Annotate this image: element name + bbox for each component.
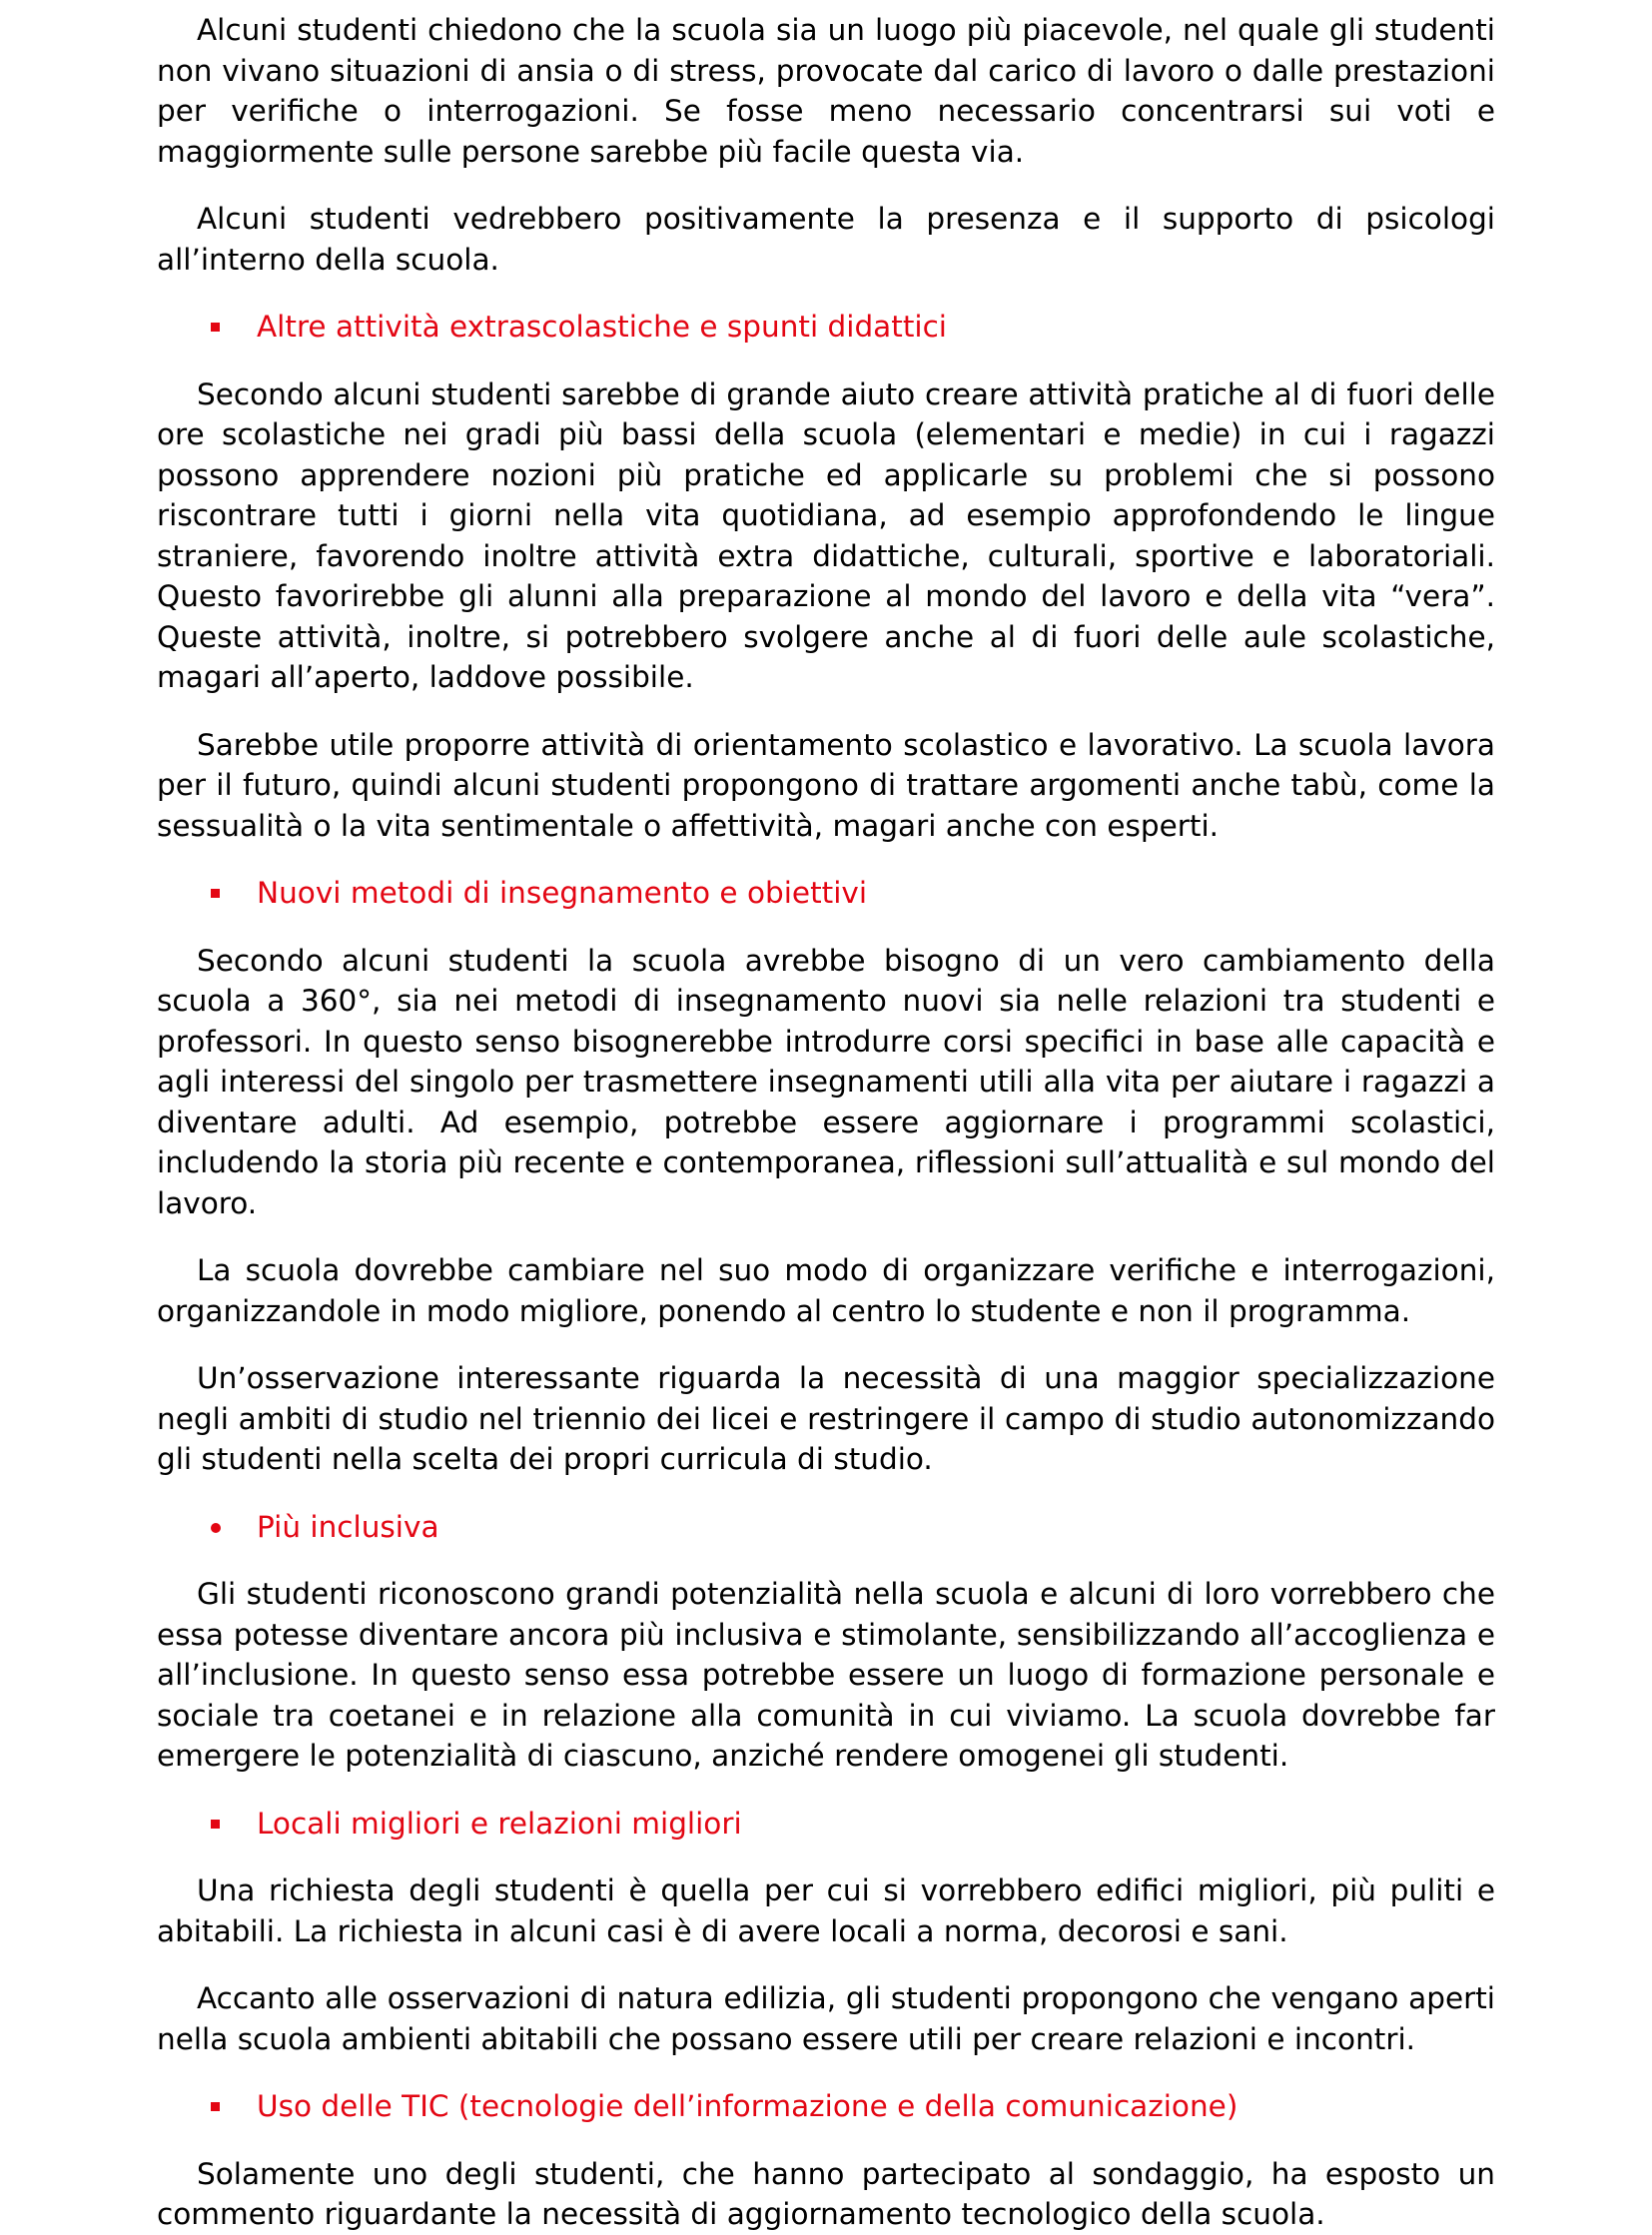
intro-paragraph-2: Alcuni studenti vedrebbero positivamente la presenza e il supporto di psicologi all’interno della scuola. <box>157 202 1495 277</box>
square-bullet-icon <box>211 873 241 913</box>
section-heading-ict <box>157 2086 1495 2127</box>
section-heading-text: Uso delle TIC (tecnologie dell’informazione e della comunicazione) <box>257 2089 1239 2123</box>
section-heading-facilities <box>157 1804 1495 1845</box>
section-heading-inclusive <box>157 1507 1495 1548</box>
document-body <box>157 10 1495 2235</box>
section-5-paragraph-1: Solamente uno degli studenti, che hanno partecipato al sondaggio, ha esposto un commento riguardante la necessità di aggiornamento tecnologico della scuola. <box>157 2156 1495 2231</box>
section-2-paragraph-1: Secondo alcuni studenti la scuola avrebbe bisogno di un vero cambiamento della scuola a 360°, sia nei metodi di insegnamento nuovi sia nelle relazioni tra studenti e professori. In questo senso bisognerebbe introdurre corsi specifici in base alle capacità e agli interessi del singolo per trasmettere insegnamenti utili alla vita per aiutare i ragazzi a diventare adulti. Ad esempio, potrebbe essere aggiornare i programmi scolastici, includendo la storia più recente e contemporanea, riflessioni sull’attualità e sul mondo del lavoro. <box>157 943 1495 1220</box>
section-4-paragraph-2: Accanto alle osservazioni di natura edilizia, gli studenti propongono che vengano aperti nella scuola ambienti abitabili che possano essere utili per creare relazioni e incontri. <box>157 1981 1495 2056</box>
section-2-paragraph-2: La scuola dovrebbe cambiare nel suo modo di organizzare verifiche e interrogazioni, organizzandole in modo migliore, ponendo al centro lo studente e non il programma. <box>157 1253 1495 1328</box>
section-heading-text: Locali migliori e relazioni migliori <box>257 1806 742 1841</box>
section-4-paragraph-1: Una richiesta degli studenti è quella per cui si vorrebbero edifici migliori, più puliti e abitabili. La richiesta in alcuni casi è di avere locali a norma, decorosi e sani. <box>157 1873 1495 1948</box>
section-1-paragraph-1: Secondo alcuni studenti sarebbe di grande aiuto creare attività pratiche al di fuori delle ore scolastiche nei gradi più bassi della scuola (elementari e medie) in cui i ragazzi possono apprendere nozioni più pratiche ed applicarle su problemi che si possono riscontrare tutti i giorni nella vita quotidiana, ad esempio approfondendo le lingue straniere, favorendo inoltre attività extra didattiche, culturali, sportive e laboratoriali. Questo favorirebbe gli alunni alla preparazione al mondo del lavoro e della vita “vera”. Queste attività, inoltre, si potrebbero svolgere anche al di fuori delle aule scolastiche, magari all’aperto, laddove possibile. <box>157 376 1495 694</box>
round-bullet-icon <box>211 1507 241 1547</box>
square-bullet-icon <box>211 2086 241 2126</box>
section-heading-text: Più inclusiva <box>257 1509 439 1544</box>
square-bullet-icon <box>211 1804 241 1844</box>
section-heading-text: Altre attività extrascolastiche e spunti didattici <box>257 310 948 344</box>
section-heading-extracurricular <box>157 307 1495 348</box>
intro-paragraph-1: Alcuni studenti chiedono che la scuola sia un luogo più piacevole, nel quale gli studenti non vivano situazioni di ansia o di stress, provocate dal carico di lavoro o dalle prestazioni per verifiche o interrogazioni. Se fosse meno necessario concentrarsi sui voti e maggiormente sulle persone sarebbe più facile questa via. <box>157 13 1495 169</box>
section-3-paragraph-1: Gli studenti riconoscono grandi potenzialità nella scuola e alcuni di loro vorrebbero che essa potesse diventare ancora più inclusiva e stimolante, sensibilizzando all’accoglienza e all’inclusione. In questo senso essa potrebbe essere un luogo di formazione personale e sociale tra coetanei e in relazione alla comunità in cui viviamo. La scuola dovrebbe far emergere le potenzialità di ciascuno, anziché rendere omogenei gli studenti. <box>157 1577 1495 1773</box>
section-1-paragraph-2: Sarebbe utile proporre attività di orientamento scolastico e lavorativo. La scuola lavora per il futuro, quindi alcuni studenti propongono di trattare argomenti anche tabù, come la sessualità o la vita sentimentale o affettività, magari anche con esperti. <box>157 727 1495 843</box>
square-bullet-icon <box>211 307 241 347</box>
section-heading-text: Nuovi metodi di insegnamento e obiettivi <box>257 876 868 910</box>
section-2-paragraph-3: Un’osservazione interessante riguarda la necessità di una maggior specializzazione negli ambiti di studio nel triennio dei licei e restringere il campo di studio autonomizzando gli studenti nella scelta dei propri curricula di studio. <box>157 1361 1495 1476</box>
section-heading-teaching-methods <box>157 873 1495 914</box>
